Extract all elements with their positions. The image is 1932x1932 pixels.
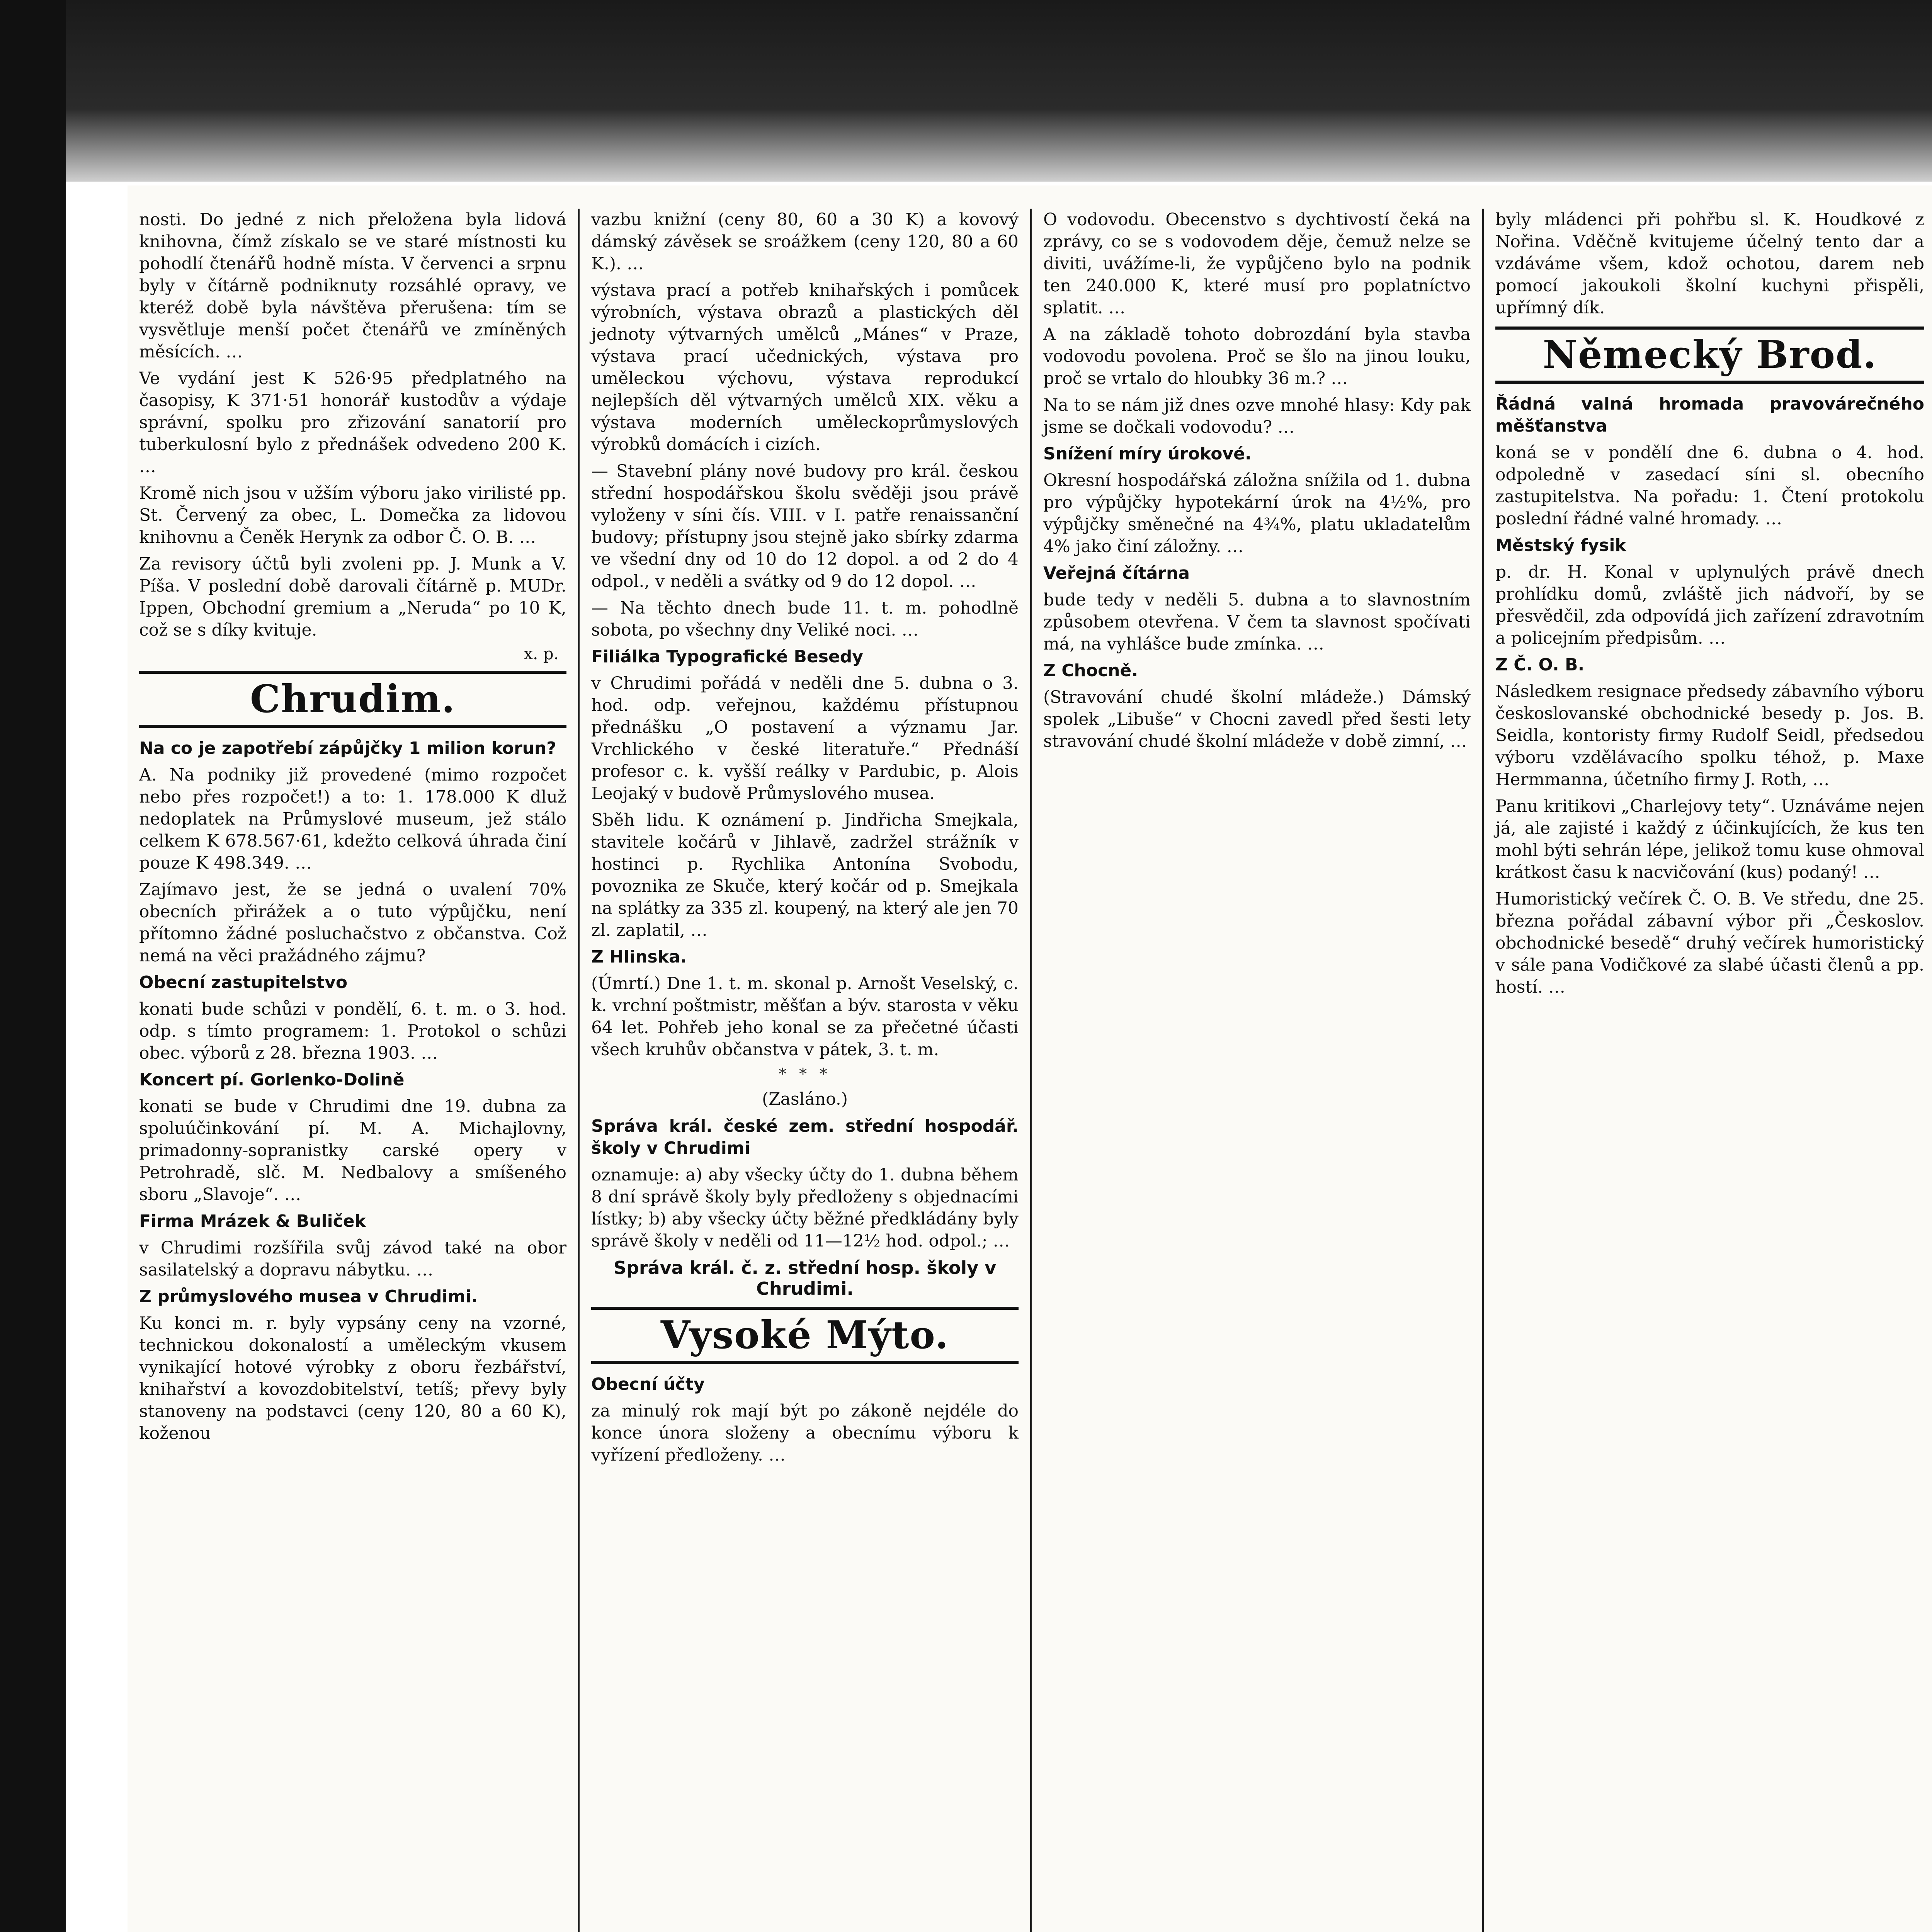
paragraph: O vodovodu. Obecenstvo s dychtivostí čeká na zprávy, co se s vodovodem děje, čemuž nelze se diviti, uvážíme-li, že vypůjčeno bylo na podnik ten 240.000 K, které musí pro poplatníctvo splatit. … bbox=[1043, 210, 1471, 318]
column-4 bbox=[1484, 209, 1932, 1932]
paragraph: A na základě tohoto dobrozdání byla stavba vodovodu povolena. Proč se šlo na jinou louku, proč se vrtalo do hloubky 36 m.? … bbox=[1043, 325, 1471, 388]
paragraph: nosti. Do jedné z nich přeložena byla lidová knihovna, čímž získalo se ve staré místnosti ku pohodlí čtenářů hodně místa. V červenci a srpnu byly v čítárně podniknuty rozsáhlé opravy, ve kteréž době byla návštěva přerušena: tím se vysvětluje menší počet čtenářů ve zmíněných měsících. … bbox=[139, 210, 566, 362]
article-heading: Z Chocně. bbox=[1043, 661, 1138, 680]
article-heading: Obecní účty bbox=[591, 1374, 705, 1394]
paragraph: Na to se nám již dnes ozve mnohé hlasy: Kdy pak jsme se dočkali vodovodu? … bbox=[1043, 395, 1471, 437]
article-heading: Snížení míry úrokové. bbox=[1043, 444, 1252, 464]
paragraph: v Chrudimi rozšířila svůj závod také na obor sasilatelský a dopravu nábytku. … bbox=[139, 1238, 566, 1280]
paragraph: (Úmrtí.) Dne 1. t. m. skonal p. Arnošt Veselský, c. k. vrchní poštmistr, měšťan a býv. starosta v věku 64 let. Pohřeb jeho konal se za přečetné účasti všech kruhův občanstva v pátek, 3. t. m. bbox=[591, 974, 1019, 1060]
paragraph: Panu kritikovi „Charlejovy tety“. Uznáváme nejen já, ale zajisté i každý z účinkujících, že kus ten mohl býti sehrán lépe, jelikož tomu kuse ohmoval krátkost času k nacvičování (kus) podaný! … bbox=[1495, 796, 1924, 882]
section-heading-nemecky-brod: Německý Brod. bbox=[1495, 327, 1924, 384]
article-heading: Správa král. české zem. střední hospodář. školy v Chrudimi bbox=[591, 1116, 1019, 1158]
section-ornament: * * * bbox=[779, 1065, 831, 1083]
paragraph: Ve vydání jest K 526·95 předplatného na časopisy, K 371·51 honorář kustodův a výdaje správní, spolku pro zřizování sanatorií pro tuberkulosní bylo z přednášek odvedeno 200 K. … bbox=[139, 369, 566, 476]
paragraph: konati se bude v Chrudimi dne 19. dubna za spoluúčinkování pí. M. A. Michajlovny, primadonny-sopranistky carské opery v Petrohradě, slč. M. Nedbalovy a smíšeného sboru „Slavoje“. … bbox=[139, 1097, 566, 1204]
article-heading: Z Hlinska. bbox=[591, 947, 687, 967]
column-1 bbox=[128, 209, 580, 1932]
article-heading: Filiálka Typografické Besedy bbox=[591, 647, 863, 667]
section-heading-chrudim: Chrudim. bbox=[139, 671, 566, 728]
scan-border-left bbox=[0, 0, 66, 1932]
newspaper-page bbox=[128, 185, 1932, 1932]
column-container bbox=[128, 209, 1932, 1932]
article-heading: Veřejná čítárna bbox=[1043, 563, 1190, 583]
column-2 bbox=[580, 209, 1032, 1932]
notice-signature: Správa král. č. z. střední hosp. školy v Chrudimi. bbox=[613, 1257, 997, 1299]
paragraph: byly mládenci při pohřbu sl. K. Houdkové z Nořina. Vděčně kvitujeme účelný tento dar a vzdáváme všem, kdož ochotou, darem neb pomocí jakoukoli školní kuchyni přispěli, upřímný dík. bbox=[1495, 210, 1924, 318]
paragraph: v Chrudimi pořádá v neděli dne 5. dubna o 3. hod. odp. veřejnou, každému přístupnou přednášku „O postavení a významu Jar. Vrchlického v české literatuře.“ Přednáší profesor c. k. vyšší reálky v Pardubic, p. Alois Leojaký v budově Průmyslového musea. bbox=[591, 673, 1019, 803]
paragraph: oznamuje: a) aby všecky účty do 1. dubna během 8 dní správě školy byly předloženy s objednacími lístky; b) aby všecky účty běžné předkládány byly správě školy v neděli od 11—12½ hod. odpol.; … bbox=[591, 1165, 1019, 1251]
paragraph: Humoristický večírek Č. O. B. Ve středu, dne 25. března pořádal zábavní výbor při „Českoslov. obchodnické besedě“ druhý večírek humoristický v sále pana Vodičkové za slabé účasti členů a pp. hostí. … bbox=[1495, 889, 1924, 997]
author-signature: x. p. bbox=[524, 644, 559, 663]
article-heading: Firma Mrázek & Buliček bbox=[139, 1211, 366, 1231]
paragraph: Za revisory účtů byli zvoleni pp. J. Munk a V. Píša. V poslední době darovali čítárně p. MUDr. Ippen, Obchodní gremium a „Neruda“ po 10 K, což se s díky kvituje. bbox=[139, 554, 566, 640]
article-heading: Městský fysik bbox=[1495, 536, 1626, 555]
article-heading: Z Č. O. B. bbox=[1495, 655, 1585, 675]
article-heading: Koncert pí. Gorlenko-Dolině bbox=[139, 1070, 405, 1090]
paragraph: Okresní hospodářská záložna snížila od 1. dubna pro výpůjčky hypotekární úrok na 4½%, pro výpůjčky směnečné na 4¾%, platu ukladatelům 4% jako činí záložny. … bbox=[1043, 471, 1471, 556]
scan-border-top bbox=[0, 0, 1932, 182]
article-heading: Řádná valná hromada pravovárečného měšťanstva bbox=[1495, 394, 1924, 436]
article-heading: Obecní zastupitelstvo bbox=[139, 973, 348, 992]
paragraph: Zajímavo jest, že se jedná o uvalení 70% obecních přirážek a o tuto výpůjčku, není přítomno žádné posluchačstvo z občanstva. Což nemá na věci pražádného zájmu? bbox=[139, 880, 566, 966]
article-heading: Na co je zapotřebí zápůjčky 1 milion korun? bbox=[139, 738, 556, 758]
paragraph: Následkem resignace předsedy zábavního výboru českoslovanské obchodnické besedy p. Jos. B. Seidla, kontoristy firmy Rudolf Seidl, předsedou výboru vzdělávacího spolku téhož, p. Maxe Hermmanna, účetního firmy J. Roth, … bbox=[1495, 682, 1924, 789]
paragraph: výstava prací a potřeb knihařských i pomůcek výrobních, výstava obrazů a plastických děl jednoty výtvarných umělců „Mánes“ v Praze, výstava prací učednických, výstava pro uměleckou výchovu, výstava reprodukcí nejlepších děl výtvarných umělců XIX. věku a výstava moderních uměleckoprůmyslových výrobků domácích i cizích. bbox=[591, 281, 1019, 454]
paragraph: Sběh lidu. K oznámení p. Jindřicha Smejkala, stavitele kočárů v Jihlavě, zadržel strážník v hostinci p. Rychlika Antonína Svobodu, povoznika ze Skuče, který kočár od p. Smejkala na splátky za 335 zl. koupený, na který ale jen 70 zl. zaplatil, … bbox=[591, 810, 1019, 940]
paragraph: Kromě nich jsou v užším výboru jako virilisté pp. St. Červený za obec, L. Domečka za lidovou knihovnu a Čeněk Herynk za odbor Č. O. B. … bbox=[139, 483, 566, 547]
paragraph: A. Na podniky již provedené (mimo rozpočet nebo přes rozpočet!) a to: 1. 178.000 K dluž nedoplatek na Průmyslové museum, jež stálo celkem K 678.567·61, kdežto celková úhrada činí pouze K 498.349. … bbox=[139, 765, 566, 873]
section-heading-vysoke-myto: Vysoké Mýto. bbox=[591, 1307, 1019, 1364]
paragraph: (Stravování chudé školní mládeže.) Dámský spolek „Libuše“ v Chocni zavedl před šesti lety stravování chudé školní mládeže v době zimní, … bbox=[1043, 687, 1471, 751]
paragraph: konati bude schůzi v pondělí, 6. t. m. o 3. hod. odp. s tímto programem: 1. Protokol o schůzi obec. výborů z 28. března 1903. … bbox=[139, 999, 566, 1063]
article-heading: Z průmyslového musea v Chrudimi. bbox=[139, 1287, 478, 1306]
paragraph: Ku konci m. r. byly vypsány ceny na vzorné, technickou dokonalostí a uměleckým vkusem vynikající hotové výrobky z oboru řezbářství, knihařství a kovozdobitelství, tetíš; převy byly stanoveny na podstavci (ceny 120, 80 a 60 K), koženou bbox=[139, 1313, 566, 1443]
column-3 bbox=[1032, 209, 1484, 1932]
paragraph: koná se v pondělí dne 6. dubna o 4. hod. odpoledně v zasedací síni sl. obecního zastupitelstva. Na pořadu: 1. Čtení protokolu poslední řádné valné hromady. … bbox=[1495, 443, 1924, 529]
label-zaslano: (Zasláno.) bbox=[762, 1089, 848, 1109]
paragraph: p. dr. H. Konal v uplynulých právě dnech prohlídku domů, zvláště jich nádvoří, by se přesvědčil, zda odpovídá jich zařízení zdravotním a policejním předpisům. … bbox=[1495, 562, 1924, 648]
paragraph: za minulý rok mají být po zákoně nejdéle do konce února složeny a obecnímu výboru k vyřízení předloženy. … bbox=[591, 1401, 1019, 1465]
paragraph: — Na těchto dnech bude 11. t. m. pohodlně sobota, po všechny dny Veliké noci. … bbox=[591, 598, 1019, 640]
paragraph: bude tedy v neděli 5. dubna a to slavnostním způsobem otevřena. V čem ta slavnost spočívati má, na vyhlášce bude zmínka. … bbox=[1043, 590, 1471, 654]
paragraph: vazbu knižní (ceny 80, 60 a 30 K) a kovový dámský závěsek se sroážkem (ceny 120, 80 a 60 K.). … bbox=[591, 210, 1019, 274]
paragraph: — Stavební plány nové budovy pro král. českou střední hospodářskou školu svěději jsou právě vyloženy v síni čís. VIII. v I. patře renaissanční budovy; přístupny jsou stejně jako sbírky zdarma ve všední dny od 10 do 12 dopol. a od 2 do 4 odpol., v neděli a svátky od 9 do 12 dopol. … bbox=[591, 461, 1019, 591]
